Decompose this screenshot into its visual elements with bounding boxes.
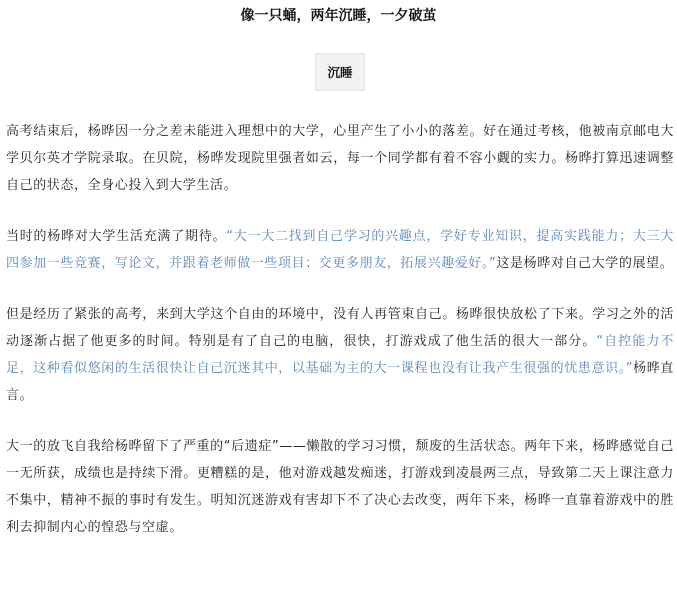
paragraph-3-text-before: 但是经历了紧张的高考，来到大学这个自由的环境中，没有人再管束自己。杨晔很快放松了下来。学习之外的活动逐渐占据了他更多的时间。特别是有了自己的电脑，很快，打游戏成了他生活的很大一部分。 xyxy=(6,307,674,349)
paragraph-3-quote: “自控能力不足，这种看似悠闲的生活很快让自己沉迷其中，以基础为主的大一课程也没有让我产生很强的忧患意识。” xyxy=(6,334,674,376)
section-tag: 沉睡 xyxy=(315,53,365,91)
paragraph-3-text-after: 杨晔直言。 xyxy=(6,361,674,403)
article-body xyxy=(6,118,674,541)
article-title: 像一只蛹，两年沉睡，一夕破茧 xyxy=(240,8,437,24)
paragraph-4: 大一的放飞自我给杨晔留下了严重的“后遗症”——懒散的学习习惯，颓废的生活状态。两年下来，杨晔感觉自己一无所获，成绩也是持续下滑。更糟糕的是，他对游戏越发痴迷，打游戏到凌晨两三点，导致第二天上课注意力不集中，精神不振的事时有发生。明知沉迷游戏有害却下不了决心去改变，两年下来，杨晔一直靠着游戏中的胜利去抑制内心的惶恐与空虚。 xyxy=(6,439,674,535)
paragraph-2 xyxy=(6,223,674,277)
paragraph-2-text-before: 当时的杨晔对大学生活充满了期待。 xyxy=(6,229,227,244)
paragraph-2-quote: “大一大二找到自己学习的兴趣点，学好专业知识，提高实践能力；大三大四参加一些竞赛，写论文，并跟着老师做一些项目；交更多朋友，拓展兴趣爱好。” xyxy=(6,229,674,271)
paragraph-3 xyxy=(6,301,674,409)
paragraph-2-text-after: 这是杨晔对自己大学的展望。 xyxy=(496,256,674,271)
paragraph-1: 高考结束后，杨晔因一分之差未能进入理想中的大学，心里产生了小小的落差。好在通过考核，他被南京邮电大学贝尔英才学院录取。在贝院，杨晔发现院里强者如云，每一个同学都有着不容小觑的实力。杨晔打算迅速调整自己的状态，全身心投入到大学生活。 xyxy=(6,124,674,193)
